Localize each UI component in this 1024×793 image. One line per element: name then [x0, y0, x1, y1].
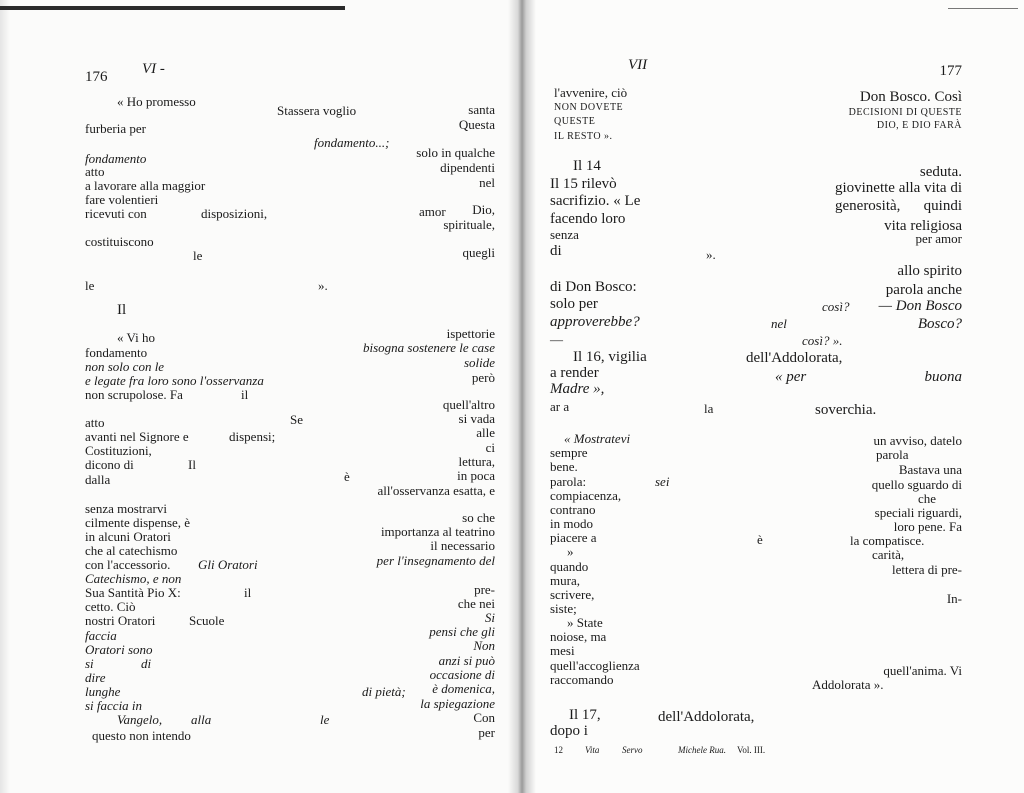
text-line: questo non intendo: [92, 728, 191, 743]
text-line: le: [193, 248, 203, 263]
text-line: dispensi;: [229, 429, 276, 444]
text-line: alla: [191, 712, 212, 727]
text-line: noiose, ma: [550, 629, 607, 644]
text-line: « Mostratevi: [564, 431, 631, 446]
text-line: Questa: [458, 117, 495, 132]
text-line: DIO, E DIO FARÀ: [876, 120, 962, 131]
text-line: vita religiosa: [884, 218, 962, 234]
text-line: fare volentieri: [85, 192, 159, 207]
text-line: a render: [550, 365, 599, 381]
text-line: è domenica,: [432, 681, 495, 696]
text-line: disposizioni,: [201, 206, 268, 221]
text-line: Con: [473, 710, 495, 725]
text-line: giovinette alla vita di: [834, 180, 962, 196]
text-line: solo per: [550, 296, 598, 312]
text-line: quindi: [923, 198, 962, 214]
text-line: spirituale,: [443, 217, 495, 232]
text-line: « Vi ho: [117, 330, 155, 345]
text-line: quando: [550, 559, 589, 574]
text-line: lettura,: [458, 454, 495, 469]
text-line: l'avvenire, ciò: [554, 85, 628, 100]
text-line: ».: [706, 247, 716, 262]
text-line: Il 16, vigilia: [573, 349, 647, 365]
text-line: dire: [85, 670, 106, 685]
text-line: quell'altro: [442, 397, 495, 412]
text-line: Stassera voglio: [277, 103, 357, 118]
text-line: che al catechismo: [85, 543, 178, 558]
text-line: quell'accoglienza: [550, 658, 640, 673]
text-line: siste;: [550, 601, 577, 616]
text-line: fondamento: [85, 151, 147, 166]
text-line: alle: [476, 425, 495, 440]
text-line: dell'Addolorata,: [658, 709, 755, 725]
text-line: loro pene. Fa: [893, 519, 962, 534]
text-line: cilmente dispense, è: [85, 515, 191, 530]
left-running-title: VI -: [142, 61, 165, 77]
text-line: solo in qualche: [416, 145, 495, 160]
text-line: In-: [946, 591, 962, 606]
text-line: atto: [85, 415, 105, 430]
text-line: carità,: [872, 547, 905, 562]
text-line: che nei: [457, 596, 495, 611]
text-line: senza: [550, 227, 579, 242]
text-line: Il: [117, 302, 127, 318]
text-line: per amor: [915, 231, 962, 246]
text-line: facendo loro: [550, 211, 626, 227]
footer-word: Servo: [622, 745, 643, 755]
text-line: nostri Oratori: [85, 613, 156, 628]
text-line: di: [550, 243, 562, 259]
text-line: quello sguardo di: [871, 477, 962, 492]
text-line: parola: [876, 447, 909, 462]
text-line: avanti nel Signore e: [85, 429, 189, 444]
text-line: è: [344, 469, 350, 484]
text-line: il: [244, 585, 252, 600]
text-line: il: [241, 387, 249, 402]
text-line: Costituzioni,: [85, 443, 152, 458]
text-line: Si: [484, 610, 495, 625]
text-line: così?: [822, 299, 850, 314]
text-line: compiacenza,: [550, 488, 622, 503]
footer-word: Vol. III.: [737, 745, 766, 755]
text-line: atto: [85, 164, 105, 179]
text-line: pre-: [474, 582, 495, 597]
text-line: dell'Addolorata,: [746, 350, 843, 366]
text-line: importanza al teatrino: [380, 524, 495, 539]
text-line: speciali riguardi,: [874, 505, 962, 520]
text-line: mesi: [550, 643, 575, 658]
text-line: Addolorata ».: [812, 677, 884, 692]
text-line: nel: [479, 175, 495, 190]
text-line: seduta.: [919, 164, 962, 180]
text-line: dopo i: [550, 723, 588, 739]
text-line: in alcuni Oratori: [85, 529, 171, 544]
text-line: dalla: [85, 472, 111, 487]
text-line: »: [567, 544, 574, 559]
text-line: generosità,: [835, 198, 901, 214]
book-gutter: [508, 0, 536, 793]
text-line: Il: [188, 457, 196, 472]
top-edge-rule: [0, 6, 345, 10]
text-line: che: [917, 491, 936, 506]
top-edge-rule-right: [948, 8, 1018, 9]
text-line: occasione di: [429, 667, 495, 682]
text-line: Catechismo, e non: [85, 571, 182, 586]
text-line: all'osservanza esatta, e: [377, 483, 495, 498]
text-line: santa: [468, 102, 495, 117]
text-line: quell'anima. Vi: [883, 663, 962, 678]
text-line: solide: [463, 355, 495, 370]
text-line: lettera di pre-: [891, 562, 962, 577]
text-line: nel: [771, 316, 787, 331]
text-line: la: [704, 401, 714, 416]
text-line: mura,: [550, 573, 580, 588]
text-line: « per: [775, 369, 807, 385]
text-line: Madre »,: [550, 381, 605, 397]
text-line: ar a: [550, 399, 570, 414]
text-line: il necessario: [430, 538, 495, 553]
text-line: dicono di: [85, 457, 134, 472]
text-line: ».: [318, 278, 328, 293]
text-line: sei: [655, 474, 670, 489]
text-line: con l'accessorio.: [85, 557, 171, 572]
text-line: anzi si può: [438, 653, 495, 668]
text-line: DECISIONI DI QUESTE: [848, 107, 962, 118]
text-line: allo spirito: [897, 263, 962, 279]
text-line: in poca: [457, 468, 495, 483]
text-line: Il 17,: [569, 707, 601, 723]
text-line: Dio,: [472, 202, 495, 217]
text-line: piacere a: [550, 530, 597, 545]
text-line: le: [320, 712, 330, 727]
text-line: » State: [567, 615, 603, 630]
text-line: faccia: [85, 628, 117, 643]
text-line: buona: [924, 369, 962, 385]
text-line: però: [471, 370, 495, 385]
text-line: lunghe: [85, 684, 121, 699]
text-line: pensi che gli: [429, 624, 495, 639]
text-line: a lavorare alla maggior: [85, 178, 206, 193]
text-line: furberia per: [85, 121, 146, 136]
text-line: approverebbe?: [550, 314, 640, 330]
text-line: un avviso, datelo: [873, 433, 962, 448]
text-line: Non: [473, 638, 495, 653]
right-page-number: 177: [939, 63, 962, 79]
text-line: è: [757, 532, 763, 547]
text-line: per l'insegnamento del: [376, 553, 495, 568]
text-line: di: [141, 656, 152, 671]
signature-mark: 12: [554, 745, 563, 755]
text-line: Bosco?: [917, 316, 962, 332]
text-line: si: [85, 656, 94, 671]
text-line: in modo: [550, 516, 593, 531]
text-line: « Ho promesso: [117, 94, 196, 109]
text-line: contrano: [550, 502, 596, 517]
text-line: so che: [462, 510, 495, 525]
text-line: parola:: [550, 474, 587, 489]
text-line: Sua Santità Pio X:: [85, 585, 181, 600]
text-line: la compatisce.: [850, 533, 925, 548]
text-line: amor: [419, 204, 446, 219]
footer-word: Vita: [585, 745, 600, 755]
text-line: fondamento...;: [314, 135, 390, 150]
left-page-edge-shadow: [0, 0, 10, 793]
text-line: si vada: [458, 411, 495, 426]
text-line: ispettorie: [446, 326, 495, 341]
text-line: bene.: [550, 459, 578, 474]
text-line: scrivere,: [550, 587, 595, 602]
text-line: dipendenti: [440, 160, 495, 175]
text-line: Il 15 rilevò: [550, 176, 617, 192]
text-line: NON DOVETE: [554, 102, 624, 113]
text-line: — Don Bosco: [878, 298, 962, 314]
text-line: parola anche: [885, 282, 962, 298]
text-line: così? ».: [802, 333, 843, 348]
text-line: per: [478, 725, 495, 740]
text-line: di pietà;: [362, 684, 406, 699]
text-line: ci: [485, 440, 495, 455]
text-line: Se: [290, 412, 303, 427]
text-line: soverchia.: [815, 402, 877, 418]
text-line: di Don Bosco:: [550, 279, 637, 295]
text-line: si faccia in: [85, 698, 143, 713]
text-line: e legate fra loro sono l'osservanza: [85, 373, 264, 388]
text-line: non solo con le: [85, 359, 165, 374]
text-line: costituiscono: [85, 234, 154, 249]
text-line: le: [85, 278, 95, 293]
text-line: fondamento: [85, 345, 148, 360]
text-line: non scrupolose. Fa: [85, 387, 183, 402]
text-line: la spiegazione: [420, 696, 495, 711]
text-line: Oratori sono: [85, 642, 153, 657]
text-line: Vangelo,: [117, 712, 163, 727]
text-line: Don Bosco. Così: [859, 89, 962, 105]
text-line: QUESTE: [554, 116, 596, 127]
text-line: Il 14: [573, 158, 601, 174]
text-line: Scuole: [189, 613, 225, 628]
right-running-title: VII: [628, 57, 648, 73]
text-line: senza mostrarvi: [85, 501, 167, 516]
footer-word: Michele Rua.: [678, 745, 726, 755]
text-line: sacrifizio. « Le: [550, 193, 641, 209]
text-line: Bastava una: [898, 462, 962, 477]
text-line: raccomando: [550, 672, 614, 687]
text-line: bisogna sostenere le case: [362, 340, 495, 355]
text-line: cetto. Ciò: [85, 599, 136, 614]
left-page-number: 176: [85, 69, 108, 85]
text-line: Gli Oratori: [198, 557, 258, 572]
text-line: sempre: [550, 445, 588, 460]
text-line: IL RESTO ».: [554, 131, 613, 142]
text-line: —: [550, 332, 563, 347]
text-line: ricevuti con: [85, 206, 147, 221]
text-line: quegli: [462, 245, 495, 260]
